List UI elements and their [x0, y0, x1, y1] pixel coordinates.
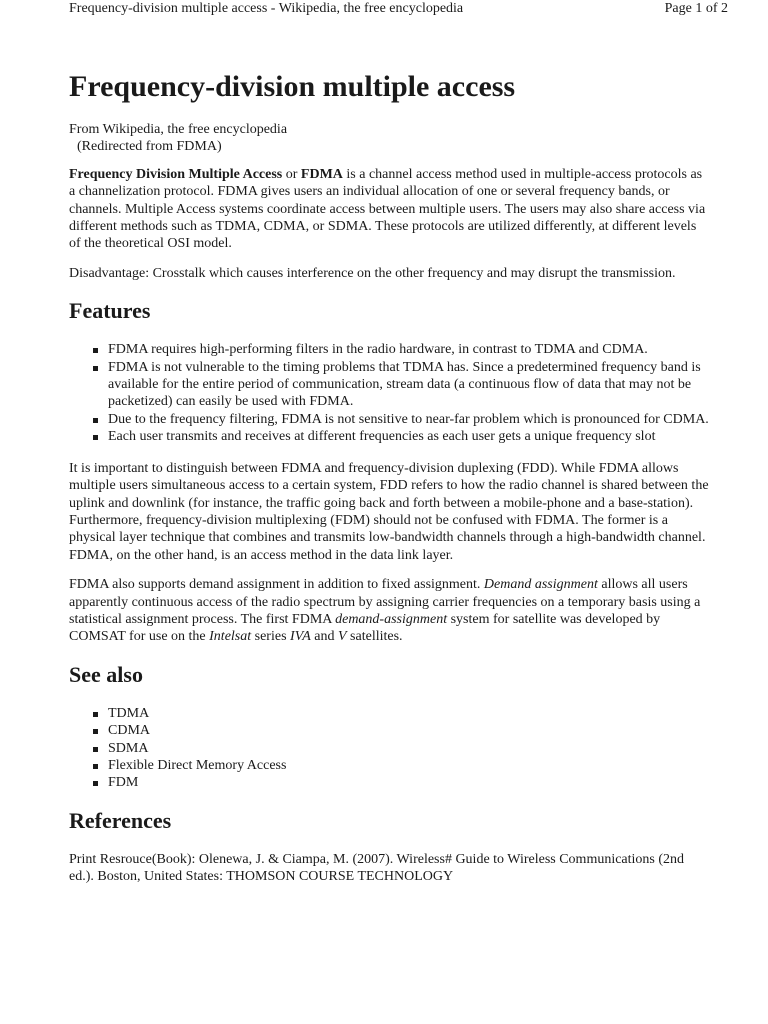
references-heading: References — [69, 807, 172, 833]
bullet-square-icon — [93, 418, 98, 423]
list-item — [69, 359, 709, 411]
list-item — [69, 757, 709, 774]
list-item-text: Each user transmits and receives at different frequencies as each user gets a unique frequency slot — [108, 429, 656, 445]
fdd-paragraph: It is important to distinguish between FDMA and frequency-division duplexing (FDD). While FDMA allows multiple users simultaneous access to a certain system, FDD refers to how the radio channel is shared between the uplink and downlink (for instance, the traffic going back and forth between a mobile-phone and a base-station). Furthermore, frequency-division multiplexing (FDM) should not be confused with FDMA. The former is a physical layer technique that combines and transmits low-bandwidth channels through a high-bandwidth channel. FDMA, on the other hand, is an access method in the data link layer. — [69, 460, 709, 563]
see-also-link: Flexible Direct Memory Access — [108, 757, 287, 773]
bullet-square-icon — [93, 348, 98, 353]
bullet-square-icon — [93, 764, 98, 769]
demand-italic-3: Intelsat — [209, 629, 252, 645]
site-tagline: From Wikipedia, the free encyclopedia — [69, 122, 288, 137]
features-list — [69, 341, 709, 445]
demand-italic-2: demand-assignment — [335, 611, 448, 627]
bullet-square-icon — [93, 781, 98, 786]
list-item — [69, 411, 709, 428]
bullet-square-icon — [93, 435, 98, 440]
disadvantage-paragraph: Disadvantage: Crosstalk which causes interference on the other frequency and may disrupt the transmission. — [69, 265, 676, 281]
demand-text-1: FDMA also supports demand assignment in addition to fixed assignment. — [69, 577, 484, 593]
see-also-link: FDM — [108, 775, 139, 791]
see-also-link: SDMA — [108, 740, 149, 756]
bullet-square-icon — [93, 712, 98, 717]
list-item — [69, 705, 709, 722]
print-header-page-number: Page 1 of 2 — [664, 1, 728, 16]
list-item-text: FDMA is not vulnerable to the timing problems that TDMA has. Since a predetermined frequency band is available for the entire period of communication, stream data (a continuous flow of data that may not be packetized) can easily be used with FDMA. — [108, 359, 701, 410]
list-item — [69, 722, 709, 739]
reference-entry: Print Resrouce(Book): Olenewa, J. & Ciampa, M. (2007). Wireless# Guide to Wireless Communications (2nd ed.). Boston, United States: THOMSON COURSE TECHNOLOGY — [69, 851, 685, 885]
features-heading: Features — [69, 298, 151, 324]
list-item — [69, 740, 709, 757]
demand-text-4: series — [251, 629, 291, 645]
redirect-note: (Redirected from FDMA) — [77, 139, 222, 155]
list-item-text: FDMA requires high-performing filters in the radio hardware, in contrast to TDMA and CDMA. — [108, 342, 648, 358]
list-item — [69, 428, 709, 445]
demand-text-2: allows all users apparently continuous access of the radio spectrum by assigning carrier frequencies on a temporary basis using a statistical assignment process. The first FDMA — [69, 577, 701, 627]
article-content — [69, 68, 709, 898]
print-header-title: Frequency-division multiple access - Wikipedia, the free encyclopedia — [69, 1, 464, 16]
bullet-square-icon — [93, 366, 98, 371]
demand-italic-5: V — [337, 629, 347, 645]
list-item — [69, 341, 709, 358]
page-title: Frequency-division multiple access — [69, 70, 516, 103]
demand-assignment-paragraph — [69, 576, 709, 646]
list-item-text: Due to the frequency filtering, FDMA is not sensitive to near-far problem which is pronounced for CDMA. — [108, 411, 709, 427]
intro-text: is a channel access method used in multiple-access protocols as a channelization protocol. FDMA gives users an individual allocation of one or several frequency bands, or channels. Multiple Access systems coordinate access between multiple users. The users may also share access via different methods such as TDMA, CDMA, or SDMA. These protocols are utilized differently, at different levels of the theoretical OSI model. — [69, 166, 706, 252]
list-item — [69, 774, 709, 791]
intro-bold-term: Frequency Division Multiple Access — [69, 166, 283, 182]
bullet-square-icon — [93, 747, 98, 752]
demand-text-5: and — [310, 629, 338, 645]
demand-text-6: satellites. — [346, 629, 403, 645]
demand-text-3: system for satellite was developed by COMSAT for use on the — [69, 611, 661, 645]
print-header — [69, 0, 728, 20]
intro-bold-abbr: FDMA — [300, 166, 343, 182]
intro-or: or — [282, 166, 301, 182]
see-also-link: TDMA — [108, 705, 150, 721]
demand-italic-1: Demand assignment — [483, 577, 598, 593]
demand-italic-4: IVA — [290, 629, 311, 645]
bullet-square-icon — [93, 729, 98, 734]
see-also-link: CDMA — [108, 723, 151, 739]
intro-paragraph — [69, 166, 709, 253]
see-also-heading: See also — [69, 661, 143, 687]
see-also-list — [69, 705, 709, 792]
